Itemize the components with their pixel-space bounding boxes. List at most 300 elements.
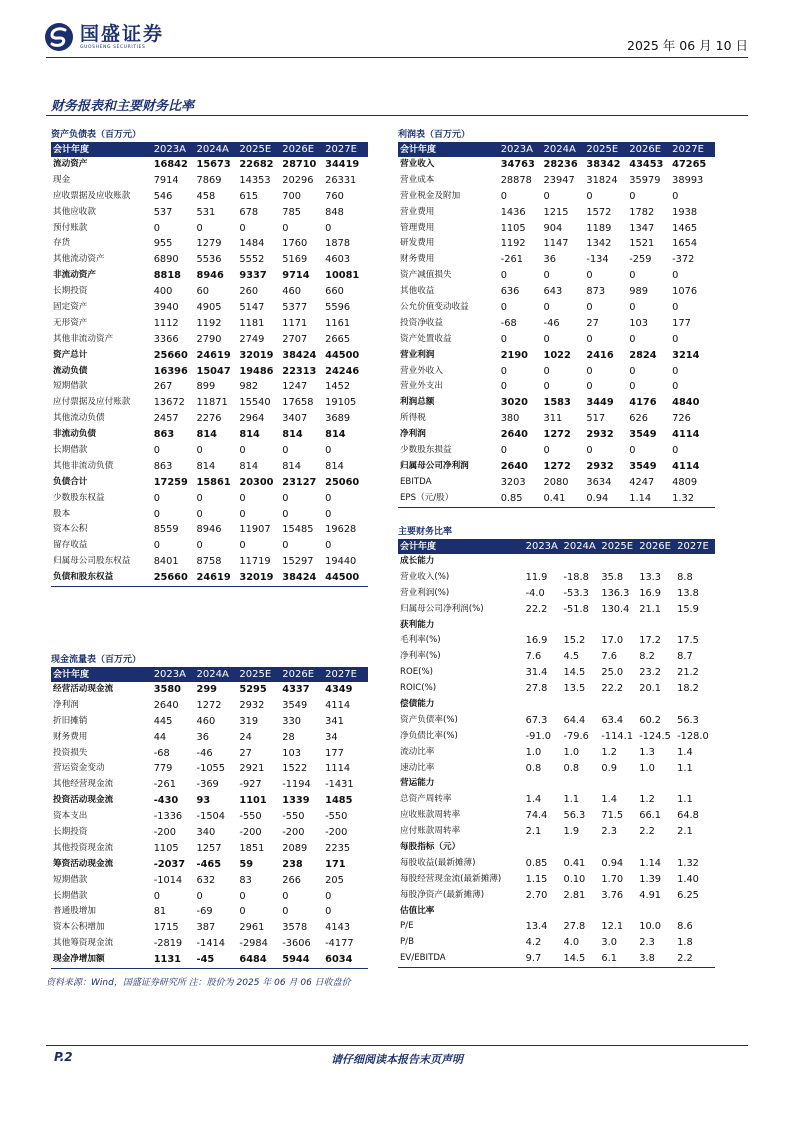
row-value: 7869 bbox=[196, 174, 222, 186]
row-value: 1.2 bbox=[601, 746, 617, 758]
row-value: 38993 bbox=[672, 174, 704, 186]
row-value: 28710 bbox=[282, 159, 317, 170]
table-row bbox=[398, 348, 715, 364]
table-row bbox=[51, 348, 368, 364]
table-row bbox=[398, 443, 715, 459]
table-row bbox=[398, 792, 715, 808]
row-value: -91.0 bbox=[525, 730, 551, 742]
row-value: -465 bbox=[196, 858, 222, 870]
row-value: 1.9 bbox=[563, 826, 580, 838]
table-row bbox=[51, 427, 368, 443]
row-value: 2.2 bbox=[677, 953, 693, 965]
row-value: 0 bbox=[196, 890, 203, 902]
row-value: 1878 bbox=[325, 238, 351, 250]
row-label: 流动比率 bbox=[400, 746, 435, 757]
row-value: 34 bbox=[325, 731, 338, 743]
row-value: 11871 bbox=[196, 397, 228, 409]
row-value: 2235 bbox=[325, 842, 351, 854]
row-value: 19628 bbox=[325, 524, 357, 536]
row-value: -372 bbox=[672, 254, 695, 266]
row-value: 0 bbox=[629, 302, 636, 314]
row-value: 0 bbox=[196, 492, 203, 504]
ratios-title: 主要财务比率 bbox=[398, 526, 715, 540]
row-value: 60.2 bbox=[639, 714, 662, 726]
row-value: 1112 bbox=[153, 317, 179, 329]
row-value: 5147 bbox=[239, 302, 265, 314]
row-value: 3.76 bbox=[601, 889, 624, 901]
row-value: 17.0 bbox=[601, 635, 624, 647]
table-row bbox=[51, 268, 368, 284]
row-label: ROE(%) bbox=[400, 667, 434, 678]
row-value: 0 bbox=[239, 222, 246, 234]
row-value: 0 bbox=[196, 508, 203, 520]
table-row bbox=[398, 395, 715, 411]
row-value: 24619 bbox=[196, 572, 231, 584]
row-value bbox=[563, 618, 601, 634]
row-value: -4177 bbox=[325, 938, 354, 950]
row-value: 24619 bbox=[196, 349, 231, 361]
row-value: 636 bbox=[500, 286, 520, 298]
row-value: 955 bbox=[153, 238, 173, 250]
row-label: 应付账款周转率 bbox=[400, 826, 461, 837]
row-value: 1.4 bbox=[525, 794, 542, 806]
cashflow-title: 现金流量表（百万元） bbox=[51, 654, 368, 668]
row-value: 0 bbox=[153, 222, 160, 234]
row-value: 0 bbox=[282, 890, 289, 902]
table-row bbox=[51, 475, 368, 491]
row-value: 22.2 bbox=[601, 683, 624, 695]
report-date: 2025 年 06 月 10 日 bbox=[627, 38, 748, 53]
row-value: 8946 bbox=[196, 524, 222, 536]
table-row bbox=[51, 936, 368, 952]
row-value: 44500 bbox=[325, 349, 360, 361]
row-value: 0 bbox=[282, 540, 289, 552]
table-row bbox=[398, 649, 715, 665]
row-label: 资产处置收益 bbox=[400, 333, 452, 344]
table-row bbox=[51, 889, 368, 905]
row-label: 归属母公司净利润 bbox=[400, 460, 469, 471]
row-value: 2790 bbox=[196, 333, 222, 345]
row-value: 1465 bbox=[672, 222, 698, 234]
income-statement-title: 利润表（百万元） bbox=[398, 129, 715, 143]
table-row bbox=[51, 809, 368, 825]
table-row bbox=[398, 284, 715, 300]
row-value: -200 bbox=[282, 827, 305, 839]
row-value: 1.15 bbox=[525, 873, 548, 885]
row-value: 1.1 bbox=[677, 794, 693, 806]
row-label: 预付账款 bbox=[53, 222, 88, 233]
row-value: 814 bbox=[325, 460, 344, 472]
row-value bbox=[601, 904, 639, 920]
row-value bbox=[639, 697, 677, 713]
row-value: 27.8 bbox=[525, 683, 548, 695]
row-value: 3578 bbox=[282, 922, 308, 934]
row-value: -2984 bbox=[239, 938, 268, 950]
row-value: 1938 bbox=[672, 206, 698, 218]
row-value: 1760 bbox=[282, 238, 308, 250]
row-label: 筹资活动现金流 bbox=[53, 858, 114, 869]
row-value: 67.3 bbox=[525, 714, 548, 726]
row-value: 103 bbox=[282, 747, 301, 759]
row-value: -114.1 bbox=[601, 730, 633, 742]
table-row bbox=[51, 157, 368, 173]
cashflow-bottom-rule bbox=[51, 968, 368, 969]
row-value: -51.8 bbox=[563, 603, 589, 615]
table-row bbox=[398, 570, 715, 586]
table-row bbox=[398, 602, 715, 618]
row-value: 814 bbox=[239, 460, 259, 472]
year-header: 2024A bbox=[196, 144, 229, 155]
row-value: 3549 bbox=[282, 699, 308, 711]
table-row bbox=[398, 761, 715, 777]
row-value: 8.6 bbox=[677, 921, 693, 933]
row-value: 1.32 bbox=[677, 857, 699, 869]
row-value: 0 bbox=[153, 890, 160, 902]
row-value: 238 bbox=[282, 858, 303, 870]
row-value bbox=[526, 840, 564, 856]
row-value: 0 bbox=[325, 508, 332, 520]
row-value: 0 bbox=[629, 190, 636, 202]
row-value: 10081 bbox=[325, 270, 360, 282]
row-value: 0.85 bbox=[525, 857, 548, 869]
income-statement-header-row bbox=[398, 143, 715, 157]
table-row bbox=[398, 665, 715, 681]
row-value: 21.2 bbox=[677, 667, 699, 679]
row-value bbox=[639, 776, 677, 792]
footer-divider bbox=[46, 1045, 748, 1046]
row-value: 3689 bbox=[325, 413, 351, 425]
row-value bbox=[677, 697, 715, 713]
row-label: 营业税金及附加 bbox=[400, 190, 461, 201]
row-value: 64.4 bbox=[563, 714, 586, 726]
row-value: 1076 bbox=[672, 286, 698, 298]
row-value: 266 bbox=[282, 874, 301, 886]
row-label: 其他非流动资产 bbox=[53, 333, 114, 344]
row-value: 10.0 bbox=[639, 921, 662, 933]
table-row bbox=[398, 935, 715, 951]
year-header: 2025E bbox=[586, 144, 619, 155]
row-value: 24 bbox=[239, 731, 252, 743]
row-value: 4840 bbox=[672, 397, 700, 409]
row-value: 1247 bbox=[282, 381, 308, 393]
row-label: 偿债能力 bbox=[400, 699, 435, 710]
row-value: 83 bbox=[239, 874, 252, 886]
year-header: 2025E bbox=[601, 541, 634, 552]
year-header: 2023A bbox=[500, 144, 533, 155]
row-value: 93 bbox=[196, 795, 211, 807]
row-label: 无形资产 bbox=[53, 317, 88, 328]
row-label: 其他非流动负债 bbox=[53, 460, 114, 471]
row-value: 15297 bbox=[282, 556, 314, 568]
row-value: 4176 bbox=[629, 397, 657, 409]
row-label: 营业利润 bbox=[400, 349, 435, 360]
row-value: 0 bbox=[325, 222, 332, 234]
row-value bbox=[563, 554, 601, 570]
row-value: 4114 bbox=[325, 699, 351, 711]
row-label: 普通股增加 bbox=[53, 906, 96, 917]
row-value: 1105 bbox=[500, 222, 526, 234]
row-label: 短期借款 bbox=[53, 874, 88, 885]
table-row bbox=[51, 332, 368, 348]
table-row bbox=[51, 920, 368, 936]
row-label: 归属母公司净利润(%) bbox=[400, 603, 484, 614]
year-header: 2027E bbox=[672, 144, 704, 155]
row-value: -45 bbox=[196, 954, 215, 966]
row-value: 4.5 bbox=[563, 651, 580, 663]
row-value: -1014 bbox=[153, 874, 183, 886]
row-value: 678 bbox=[239, 206, 259, 218]
row-value: 0 bbox=[543, 333, 550, 345]
row-label: 营业费用 bbox=[400, 206, 435, 217]
row-value: 0 bbox=[543, 270, 550, 282]
row-label: 所得税 bbox=[400, 413, 426, 424]
row-value: 1572 bbox=[586, 206, 612, 218]
row-label: 资产总计 bbox=[53, 349, 88, 360]
row-value: 863 bbox=[153, 429, 175, 441]
table-row bbox=[51, 793, 368, 809]
row-value: 537 bbox=[153, 206, 173, 218]
row-value: 6484 bbox=[239, 954, 267, 966]
row-value: 0 bbox=[586, 365, 593, 377]
row-value: 0 bbox=[543, 365, 550, 377]
row-value bbox=[526, 904, 564, 920]
row-label: 非流动资产 bbox=[53, 270, 96, 281]
row-label: 股本 bbox=[53, 508, 71, 519]
row-label: 长期投资 bbox=[53, 286, 88, 297]
row-value: 1.14 bbox=[639, 857, 662, 869]
row-value: 1101 bbox=[239, 795, 267, 807]
row-value: 44 bbox=[153, 731, 167, 743]
row-value: -46 bbox=[196, 747, 213, 759]
row-value: 71.5 bbox=[601, 810, 624, 822]
row-value: 1522 bbox=[282, 763, 308, 775]
row-value: 4114 bbox=[672, 429, 700, 441]
row-value: 0 bbox=[239, 890, 246, 902]
row-value: 2749 bbox=[239, 333, 265, 345]
row-value: 64.8 bbox=[677, 810, 699, 822]
row-label: 成长能力 bbox=[400, 556, 435, 566]
table-row bbox=[51, 570, 368, 586]
row-value: 0 bbox=[543, 190, 550, 202]
row-value: 2089 bbox=[282, 842, 308, 854]
table-row bbox=[51, 952, 368, 968]
table-row bbox=[398, 189, 715, 205]
table-row bbox=[398, 840, 715, 856]
row-value: -261 bbox=[153, 779, 176, 791]
row-value: 32019 bbox=[239, 572, 274, 584]
row-value: 458 bbox=[196, 190, 216, 202]
row-label: 长期借款 bbox=[53, 890, 88, 901]
row-value: 5596 bbox=[325, 302, 351, 314]
row-value: 13672 bbox=[153, 397, 185, 409]
row-value: 3.8 bbox=[639, 953, 655, 965]
row-value bbox=[563, 904, 601, 920]
row-label: 短期借款 bbox=[53, 381, 88, 392]
row-value: 726 bbox=[672, 413, 691, 425]
table-row bbox=[51, 698, 368, 714]
row-value: 8818 bbox=[153, 270, 181, 282]
row-value: 1851 bbox=[239, 842, 265, 854]
table-row bbox=[398, 364, 715, 380]
row-value: 3549 bbox=[629, 429, 657, 441]
row-value: 6.25 bbox=[677, 889, 699, 901]
row-value: -134 bbox=[586, 254, 609, 266]
row-value: 643 bbox=[543, 286, 563, 298]
row-value: 0 bbox=[500, 333, 507, 345]
table-row bbox=[51, 316, 368, 332]
row-label: 应收票据及应收账款 bbox=[53, 190, 131, 201]
table-row bbox=[398, 157, 715, 173]
table-row bbox=[51, 284, 368, 300]
row-value: 1192 bbox=[196, 317, 222, 329]
row-value: 0 bbox=[239, 508, 246, 520]
row-value bbox=[677, 554, 715, 570]
row-value: 15047 bbox=[196, 365, 231, 377]
row-value: 9.7 bbox=[525, 953, 542, 965]
table-row bbox=[51, 777, 368, 793]
row-value: 8.8 bbox=[677, 571, 693, 583]
row-value: 11.9 bbox=[525, 571, 548, 583]
row-label: 营运能力 bbox=[400, 778, 435, 789]
row-value: 22.2 bbox=[525, 603, 548, 615]
row-value: 0 bbox=[500, 302, 507, 314]
row-label: 资本支出 bbox=[53, 811, 88, 822]
year-header: 2026E bbox=[282, 669, 315, 680]
row-label: 估值比率 bbox=[400, 905, 435, 916]
row-value: -18.8 bbox=[563, 571, 589, 583]
row-value: 2665 bbox=[325, 333, 351, 345]
row-value: 0 bbox=[239, 445, 246, 457]
row-label: 净利润 bbox=[400, 429, 426, 440]
row-value: 1189 bbox=[586, 222, 612, 234]
row-value: 7.6 bbox=[525, 651, 542, 663]
row-value: 1181 bbox=[239, 317, 265, 329]
row-label: 应付票据及应付账款 bbox=[53, 397, 131, 408]
table-row bbox=[51, 443, 368, 459]
row-value: 16396 bbox=[153, 365, 188, 377]
row-value: 63.4 bbox=[601, 714, 624, 726]
row-value: 0 bbox=[586, 270, 593, 282]
table-row bbox=[51, 682, 368, 698]
row-value: 4905 bbox=[196, 302, 222, 314]
row-value: 0 bbox=[500, 190, 507, 202]
row-value: 1161 bbox=[325, 317, 351, 329]
row-value: 56.3 bbox=[677, 714, 699, 726]
row-value: 1272 bbox=[196, 699, 222, 711]
row-value: 1215 bbox=[543, 206, 569, 218]
row-label: 营业成本 bbox=[400, 174, 435, 185]
row-value: 340 bbox=[196, 827, 216, 839]
row-value: 1022 bbox=[543, 349, 571, 361]
table-row bbox=[398, 332, 715, 348]
row-value: 23127 bbox=[282, 476, 317, 488]
row-value: 13.5 bbox=[563, 683, 586, 695]
table-row bbox=[51, 221, 368, 237]
row-value: 1.4 bbox=[677, 746, 693, 758]
row-value: 7.6 bbox=[601, 651, 617, 663]
row-value: 814 bbox=[196, 460, 216, 472]
balance-sheet-table bbox=[51, 129, 368, 587]
row-value: -261 bbox=[500, 254, 523, 266]
row-value: 4603 bbox=[325, 254, 351, 266]
row-value: 9337 bbox=[239, 270, 267, 282]
row-label: 投资活动现金流 bbox=[53, 795, 114, 806]
row-value: 17658 bbox=[282, 397, 314, 409]
row-value bbox=[677, 618, 715, 634]
row-value: 15673 bbox=[196, 159, 231, 170]
row-label: 流动资产 bbox=[53, 159, 88, 169]
row-value: 1436 bbox=[500, 206, 526, 218]
row-value: 2.3 bbox=[601, 826, 617, 838]
row-value: 3407 bbox=[282, 413, 308, 425]
row-value: 0.8 bbox=[563, 762, 580, 774]
row-value: 0 bbox=[153, 540, 160, 552]
row-value: 779 bbox=[153, 763, 173, 775]
row-value: 32019 bbox=[239, 349, 274, 361]
row-value: 1131 bbox=[153, 954, 181, 966]
row-value: 31824 bbox=[586, 174, 618, 186]
row-value: 1715 bbox=[153, 922, 179, 934]
row-value: 103 bbox=[629, 317, 648, 329]
row-value: 0 bbox=[325, 540, 332, 552]
row-value: 1.40 bbox=[677, 873, 699, 885]
row-value: -200 bbox=[325, 827, 348, 839]
row-label: 资本公积 bbox=[53, 524, 88, 535]
table-row bbox=[51, 714, 368, 730]
row-value bbox=[526, 776, 564, 792]
row-value: 0 bbox=[239, 492, 246, 504]
row-value: 0 bbox=[586, 333, 593, 345]
row-value: 0 bbox=[672, 333, 679, 345]
row-value: 1.1 bbox=[677, 762, 693, 774]
fiscal-year-label: 会计年度 bbox=[53, 670, 90, 680]
row-value: 27.8 bbox=[563, 921, 586, 933]
row-value: 81 bbox=[153, 906, 167, 918]
row-value: 4.0 bbox=[563, 937, 580, 949]
row-label: 速动比率 bbox=[400, 762, 435, 773]
row-value: 27 bbox=[239, 747, 252, 759]
row-value: 1272 bbox=[543, 429, 571, 441]
row-value: 17.5 bbox=[677, 635, 699, 647]
row-value: 0 bbox=[325, 492, 332, 504]
row-value: 35979 bbox=[629, 174, 661, 186]
row-value: 2080 bbox=[543, 476, 569, 488]
row-value: 2640 bbox=[153, 699, 179, 711]
row-value: 15540 bbox=[239, 397, 271, 409]
row-value: 2932 bbox=[239, 699, 265, 711]
row-value: 1.0 bbox=[525, 746, 542, 758]
row-value: -53.3 bbox=[563, 587, 589, 599]
row-value: 1147 bbox=[543, 238, 569, 250]
row-label: 现金净增加额 bbox=[53, 954, 105, 965]
row-value: 38342 bbox=[586, 159, 621, 170]
row-value: 380 bbox=[500, 413, 520, 425]
row-value: 19486 bbox=[239, 365, 274, 377]
row-value: 1.8 bbox=[677, 937, 693, 949]
company-logo bbox=[44, 22, 164, 52]
row-value: 4809 bbox=[672, 476, 698, 488]
row-value bbox=[563, 697, 601, 713]
row-value: 3449 bbox=[586, 397, 614, 409]
row-value: 2.3 bbox=[639, 937, 655, 949]
row-value: 0.94 bbox=[601, 857, 624, 869]
row-value: 2.2 bbox=[639, 826, 655, 838]
row-label: 营业外收入 bbox=[400, 365, 443, 376]
row-value: 1.70 bbox=[601, 873, 624, 885]
row-label: 其他经营现金流 bbox=[53, 779, 114, 790]
row-value: 0 bbox=[153, 508, 160, 520]
row-value: 34763 bbox=[500, 159, 535, 170]
